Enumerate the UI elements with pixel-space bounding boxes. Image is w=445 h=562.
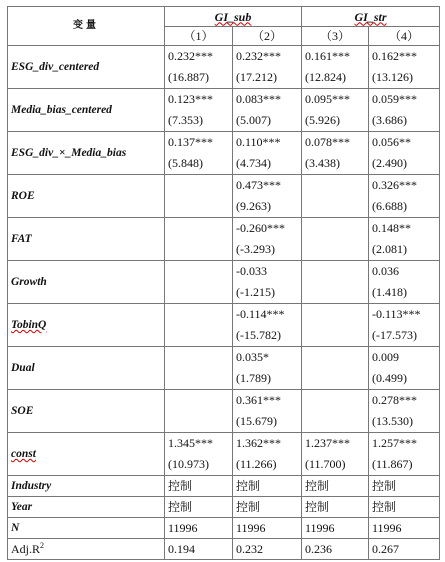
row-label: N <box>8 518 165 539</box>
table-cell: 控制 <box>233 497 302 518</box>
table-cell <box>233 132 302 175</box>
t-statistic: (15.679) <box>236 414 277 428</box>
coefficient: 0.137*** <box>168 135 213 149</box>
table-cell <box>369 89 440 132</box>
t-statistic <box>305 325 365 346</box>
t-statistic: (-3.293) <box>236 242 275 256</box>
group-header-gi-sub: GI_sub <box>165 7 302 27</box>
coefficient <box>305 347 365 368</box>
t-statistic: (-17.573) <box>372 328 417 342</box>
table-cell <box>369 132 440 175</box>
table-cell <box>165 46 233 89</box>
table-cell: 11996 <box>165 518 233 539</box>
coefficient: -0.114*** <box>236 307 285 321</box>
table-row <box>8 476 440 497</box>
table-cell <box>369 46 440 89</box>
table-cell <box>302 46 369 89</box>
coefficient: 1.237*** <box>305 436 350 450</box>
column-number: （1） <box>165 27 233 46</box>
t-statistic <box>305 411 365 432</box>
coefficient <box>168 261 229 282</box>
coefficient <box>305 390 365 411</box>
table-cell <box>165 175 233 218</box>
t-statistic <box>305 239 365 260</box>
table-cell <box>233 347 302 390</box>
coefficient <box>168 304 229 325</box>
coefficient <box>168 390 229 411</box>
table-cell <box>165 347 233 390</box>
table-cell <box>302 304 369 347</box>
coefficient: 0.232*** <box>236 49 281 63</box>
row-label: $Adj.R^2$ <box>8 539 165 560</box>
coefficient <box>305 304 365 325</box>
t-statistic: (4.734) <box>236 156 271 170</box>
coefficient: 0.056** <box>372 135 411 149</box>
table-cell <box>233 390 302 433</box>
coefficient: 1.257*** <box>372 436 417 450</box>
coefficient <box>305 218 365 239</box>
t-statistic: (13.126) <box>372 70 413 84</box>
adj-r2-row <box>8 539 440 560</box>
table-cell <box>165 132 233 175</box>
table-cell <box>233 175 302 218</box>
table-cell <box>369 175 440 218</box>
t-statistic: (5.007) <box>236 113 271 127</box>
t-statistic: (-15.782) <box>236 328 281 342</box>
t-statistic <box>168 411 229 432</box>
table-cell: 11996 <box>302 518 369 539</box>
table-cell <box>165 304 233 347</box>
t-statistic <box>305 196 365 217</box>
table-cell <box>165 433 233 476</box>
column-number: （4） <box>369 27 440 46</box>
table-row <box>8 304 440 347</box>
t-statistic: (7.353) <box>168 113 203 127</box>
t-statistic <box>168 239 229 260</box>
table-cell <box>233 46 302 89</box>
t-statistic: (-1.215) <box>236 285 275 299</box>
coefficient: -0.260*** <box>236 221 285 235</box>
row-label: Media_bias_centered <box>8 89 165 132</box>
t-statistic <box>168 325 229 346</box>
table-cell <box>233 304 302 347</box>
coefficient: 0.095*** <box>305 92 350 106</box>
table-cell <box>302 433 369 476</box>
table-cell: 控制 <box>165 497 233 518</box>
table-cell <box>302 218 369 261</box>
table-cell <box>233 433 302 476</box>
table-cell: 11996 <box>233 518 302 539</box>
table-row <box>8 433 440 476</box>
t-statistic: (11.700) <box>305 457 346 471</box>
t-statistic: (1.418) <box>372 285 407 299</box>
t-statistic: (5.848) <box>168 156 203 170</box>
table-cell <box>165 89 233 132</box>
table-cell: 控制 <box>369 476 440 497</box>
coefficient: 0.473*** <box>236 178 281 192</box>
table-row <box>8 518 440 539</box>
table-cell <box>369 261 440 304</box>
t-statistic <box>305 368 365 389</box>
coefficient <box>168 218 229 239</box>
coefficient: 0.326*** <box>372 178 417 192</box>
coefficient <box>168 175 229 196</box>
table-cell: 控制 <box>302 497 369 518</box>
table-cell: 控制 <box>165 476 233 497</box>
coefficient: 0.059*** <box>372 92 417 106</box>
t-statistic: (2.490) <box>372 156 407 170</box>
coefficient: -0.033 <box>236 264 267 278</box>
coefficient: 0.161*** <box>305 49 350 63</box>
table-cell <box>302 132 369 175</box>
table-row <box>8 390 440 433</box>
row-label: ESG_div_×_Media_bias <box>8 132 165 175</box>
coefficient: 0.035* <box>236 350 269 364</box>
table-row <box>8 347 440 390</box>
row-label: Industry <box>8 476 165 497</box>
table-cell <box>369 218 440 261</box>
t-statistic: (5.926) <box>305 113 340 127</box>
table-row <box>8 497 440 518</box>
t-statistic <box>168 368 229 389</box>
table-cell <box>369 433 440 476</box>
coefficient: 0.232*** <box>168 49 213 63</box>
coefficient: 0.110*** <box>236 135 281 149</box>
coefficient: 0.083*** <box>236 92 281 106</box>
t-statistic: (3.686) <box>372 113 407 127</box>
coefficient: 0.361*** <box>236 393 281 407</box>
table-cell <box>302 390 369 433</box>
table-cell: 控制 <box>233 476 302 497</box>
coefficient: 0.078*** <box>305 135 350 149</box>
variable-header: 变量 <box>8 7 165 46</box>
coefficient: 0.162*** <box>372 49 417 63</box>
table-cell <box>233 218 302 261</box>
t-statistic <box>168 282 229 303</box>
header-row <box>8 7 440 27</box>
table-cell <box>165 390 233 433</box>
row-label: const <box>8 433 165 476</box>
table-cell <box>302 347 369 390</box>
t-statistic: (11.266) <box>236 457 277 471</box>
row-label: TobinQ <box>8 304 165 347</box>
coefficient: 0.036 <box>372 264 399 278</box>
table-row <box>8 132 440 175</box>
t-statistic: (1.789) <box>236 371 271 385</box>
table-row <box>8 175 440 218</box>
table-cell: 11996 <box>369 518 440 539</box>
coefficient: 1.345*** <box>168 436 213 450</box>
t-statistic: (0.499) <box>372 371 407 385</box>
t-statistic: (12.824) <box>305 70 346 84</box>
row-label: Dual <box>8 347 165 390</box>
regression-table <box>7 6 440 560</box>
table-cell <box>302 175 369 218</box>
table-cell: 控制 <box>302 476 369 497</box>
t-statistic <box>168 196 229 217</box>
coefficient: 1.362*** <box>236 436 281 450</box>
table-cell <box>369 390 440 433</box>
t-statistic: (17.212) <box>236 70 277 84</box>
row-label: ROE <box>8 175 165 218</box>
t-statistic: (16.887) <box>168 70 209 84</box>
table-cell <box>302 261 369 304</box>
row-label: Growth <box>8 261 165 304</box>
table-cell <box>233 261 302 304</box>
table-cell: 0.194 <box>165 539 233 560</box>
column-number: （2） <box>233 27 302 46</box>
coefficient <box>305 175 365 196</box>
row-label: FAT <box>8 218 165 261</box>
t-statistic: (6.688) <box>372 199 407 213</box>
t-statistic: (13.530) <box>372 414 413 428</box>
t-statistic: (2.081) <box>372 242 407 256</box>
coefficient <box>305 261 365 282</box>
table-row <box>8 261 440 304</box>
coefficient <box>168 347 229 368</box>
coefficient: 0.148** <box>372 221 411 235</box>
column-number: （3） <box>302 27 369 46</box>
table-cell: 0.232 <box>233 539 302 560</box>
table-cell <box>165 261 233 304</box>
t-statistic: (11.867) <box>372 457 413 471</box>
row-label: SOE <box>8 390 165 433</box>
group-header-gi-str: GI_str <box>302 7 440 27</box>
table-cell <box>165 218 233 261</box>
table-cell: 0.267 <box>369 539 440 560</box>
coefficient: 0.123*** <box>168 92 213 106</box>
table-cell <box>302 89 369 132</box>
table-row <box>8 218 440 261</box>
coefficient: 0.009 <box>372 350 399 364</box>
t-statistic: (3.438) <box>305 156 340 170</box>
t-statistic: (10.973) <box>168 457 209 471</box>
row-label: Year <box>8 497 165 518</box>
table-cell <box>369 304 440 347</box>
table-cell: 0.236 <box>302 539 369 560</box>
table-cell: 控制 <box>369 497 440 518</box>
table-row <box>8 89 440 132</box>
t-statistic: (9.263) <box>236 199 271 213</box>
t-statistic <box>305 282 365 303</box>
coefficient: -0.113*** <box>372 307 421 321</box>
table-cell <box>233 89 302 132</box>
table-row <box>8 46 440 89</box>
row-label: ESG_div_centered <box>8 46 165 89</box>
table-cell <box>369 347 440 390</box>
coefficient: 0.278*** <box>372 393 417 407</box>
